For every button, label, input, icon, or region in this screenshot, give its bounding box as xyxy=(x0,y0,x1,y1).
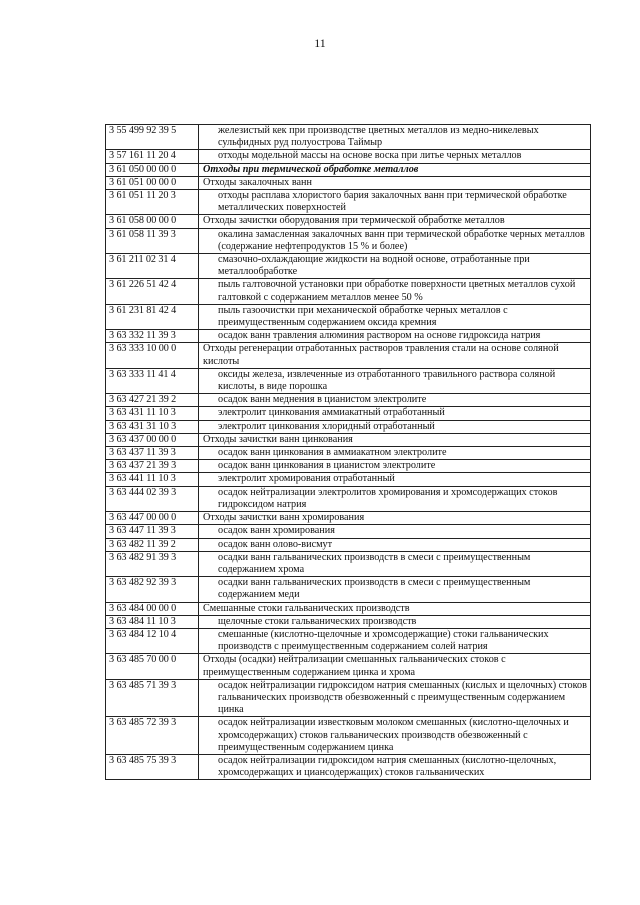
waste-name-cell: электролит хромирования отработанный xyxy=(199,473,591,486)
waste-name-cell: смешанные (кислотно-щелочные и хромсодержащие) стоки гальванических производств с преимущественным содержанием солей натрия xyxy=(199,628,591,653)
waste-code-cell: 3 63 431 11 10 3 xyxy=(106,407,199,420)
table-row xyxy=(106,447,591,460)
table-row xyxy=(106,215,591,228)
waste-name-cell: Отходы зачистки ванн хромирования xyxy=(199,512,591,525)
waste-name-cell: Отходы регенерации отработанных растворов травления стали на основе соляной кислоты xyxy=(199,343,591,368)
waste-code-cell: 3 61 231 81 42 4 xyxy=(106,304,199,329)
table-row xyxy=(106,577,591,602)
table-row xyxy=(106,279,591,304)
table-row xyxy=(106,460,591,473)
waste-name-cell: пыль газоочистки при механической обработке черных металлов с преимущественным содержанием оксида кремния xyxy=(199,304,591,329)
waste-name-cell: осадок ванн меднения в цианистом электролите xyxy=(199,394,591,407)
waste-name-cell: осадок нейтрализации гидроксидом натрия смешанных (кислотно-щелочных, хромсодержащих и циансодержащих) стоков гальванических xyxy=(199,754,591,779)
waste-code-cell: 3 63 484 00 00 0 xyxy=(106,602,199,615)
waste-name-cell: осадок ванн цинкования в цианистом электролите xyxy=(199,460,591,473)
waste-code-cell: 3 63 485 70 00 0 xyxy=(106,654,199,679)
waste-name-cell: щелочные стоки гальванических производств xyxy=(199,615,591,628)
waste-code-cell: 3 63 431 31 10 3 xyxy=(106,420,199,433)
table-row xyxy=(106,538,591,551)
waste-code-cell: 3 55 499 92 39 5 xyxy=(106,125,199,150)
waste-code-cell: 3 63 444 02 39 3 xyxy=(106,486,199,511)
table-row xyxy=(106,407,591,420)
table-row xyxy=(106,394,591,407)
waste-name-cell: оксиды железа, извлеченные из отработанного травильного раствора соляной кислоты, в виде порошка xyxy=(199,368,591,393)
waste-name-cell: осадки ванн гальванических производств в смеси с преимущественным содержанием меди xyxy=(199,577,591,602)
waste-name-cell: осадок ванн олово-висмут xyxy=(199,538,591,551)
table-row xyxy=(106,330,591,343)
waste-classification-table xyxy=(105,124,591,780)
waste-code-cell: 3 57 161 11 20 4 xyxy=(106,150,199,163)
table-row xyxy=(106,754,591,779)
table-row xyxy=(106,368,591,393)
table-row xyxy=(106,176,591,189)
table-row xyxy=(106,525,591,538)
table-row xyxy=(106,473,591,486)
waste-code-cell: 3 63 441 11 10 3 xyxy=(106,473,199,486)
waste-code-cell: 3 63 447 00 00 0 xyxy=(106,512,199,525)
table-row xyxy=(106,486,591,511)
table-row xyxy=(106,190,591,215)
table-row xyxy=(106,679,591,717)
waste-name-cell: отходы расплава хлористого бария закалочных ванн при термической обработке металлических поверхностей xyxy=(199,190,591,215)
waste-name-cell: Отходы зачистки ванн цинкования xyxy=(199,433,591,446)
waste-name-cell: окалина замасленная закалочных ванн при термической обработке черных металлов (содержание нефтепродуктов 15 % и более) xyxy=(199,228,591,253)
waste-name-cell: железистый кек при производстве цветных металлов из медно-никелевых сульфидных руд полуострова Таймыр xyxy=(199,125,591,150)
waste-code-cell: 3 63 447 11 39 3 xyxy=(106,525,199,538)
waste-code-cell: 3 63 437 00 00 0 xyxy=(106,433,199,446)
waste-code-cell: 3 63 437 11 39 3 xyxy=(106,447,199,460)
table-row xyxy=(106,615,591,628)
waste-name-cell: осадок нейтрализации электролитов хромирования и хромсодержащих стоков гидроксидом натрия xyxy=(199,486,591,511)
waste-code-cell: 3 63 484 11 10 3 xyxy=(106,615,199,628)
table-row xyxy=(106,654,591,679)
waste-name-cell: электролит цинкования аммиакатный отработанный xyxy=(199,407,591,420)
waste-code-cell: 3 63 482 92 39 3 xyxy=(106,577,199,602)
waste-code-cell: 3 63 437 21 39 3 xyxy=(106,460,199,473)
waste-name-cell: осадок ванн травления алюминия раствором на основе гидроксида натрия xyxy=(199,330,591,343)
waste-code-cell: 3 63 485 75 39 3 xyxy=(106,754,199,779)
waste-name-cell: Отходы закалочных ванн xyxy=(199,176,591,189)
table-body xyxy=(106,125,591,780)
waste-name-cell: Отходы (осадки) нейтрализации смешанных гальванических стоков с преимущественным содержанием цинка и хрома xyxy=(199,654,591,679)
waste-name-cell: электролит цинкования хлоридный отработанный xyxy=(199,420,591,433)
waste-code-cell: 3 63 485 72 39 3 xyxy=(106,717,199,755)
waste-name-cell: отходы модельной массы на основе воска при литье черных металлов xyxy=(199,150,591,163)
waste-code-cell: 3 63 333 10 00 0 xyxy=(106,343,199,368)
table-row xyxy=(106,150,591,163)
page-number: 11 xyxy=(314,36,326,50)
waste-name-cell: осадок нейтрализации известковым молоком смешанных (кислотно-щелочных и хромсодержащих) стоков гальванических производств обезвоженный с преимущественным содержанием цинка xyxy=(199,717,591,755)
table-row xyxy=(106,228,591,253)
table-row xyxy=(106,433,591,446)
waste-code-cell: 3 61 050 00 00 0 xyxy=(106,163,199,176)
table-row xyxy=(106,551,591,576)
table-row xyxy=(106,125,591,150)
waste-code-cell: 3 63 482 91 39 3 xyxy=(106,551,199,576)
waste-code-cell: 3 63 427 21 39 2 xyxy=(106,394,199,407)
waste-code-cell: 3 61 211 02 31 4 xyxy=(106,254,199,279)
table-row xyxy=(106,163,591,176)
waste-name-cell: смазочно-охлаждающие жидкости на водной основе, отработанные при металлообработке xyxy=(199,254,591,279)
table-row xyxy=(106,304,591,329)
waste-name-cell: осадок ванн хромирования xyxy=(199,525,591,538)
waste-name-cell: пыль галтовочной установки при обработке поверхности цветных металлов сухой галтовкой с содержанием металлов менее 50 % xyxy=(199,279,591,304)
waste-name-cell: Отходы при термической обработке металлов xyxy=(199,163,591,176)
waste-name-cell: осадок нейтрализации гидроксидом натрия смешанных (кислых и щелочных) стоков гальванических производств обезвоженный с преимущественным содержанием цинка xyxy=(199,679,591,717)
waste-code-cell: 3 61 051 11 20 3 xyxy=(106,190,199,215)
waste-code-cell: 3 61 051 00 00 0 xyxy=(106,176,199,189)
table-row xyxy=(106,420,591,433)
table-row xyxy=(106,717,591,755)
waste-name-cell: Смешанные стоки гальванических производств xyxy=(199,602,591,615)
table-row xyxy=(106,254,591,279)
waste-name-cell: Отходы зачистки оборудования при термической обработке металлов xyxy=(199,215,591,228)
table-row xyxy=(106,602,591,615)
waste-code-cell: 3 63 332 11 39 3 xyxy=(106,330,199,343)
waste-code-cell: 3 61 058 11 39 3 xyxy=(106,228,199,253)
waste-code-cell: 3 63 484 12 10 4 xyxy=(106,628,199,653)
table-row xyxy=(106,512,591,525)
table-row xyxy=(106,343,591,368)
waste-code-cell: 3 63 333 11 41 4 xyxy=(106,368,199,393)
waste-code-cell: 3 63 482 11 39 2 xyxy=(106,538,199,551)
waste-name-cell: осадки ванн гальванических производств в смеси с преимущественным содержанием хрома xyxy=(199,551,591,576)
waste-code-cell: 3 61 226 51 42 4 xyxy=(106,279,199,304)
waste-code-cell: 3 63 485 71 39 3 xyxy=(106,679,199,717)
waste-name-cell: осадок ванн цинкования в аммиакатном электролите xyxy=(199,447,591,460)
table-row xyxy=(106,628,591,653)
waste-code-cell: 3 61 058 00 00 0 xyxy=(106,215,199,228)
